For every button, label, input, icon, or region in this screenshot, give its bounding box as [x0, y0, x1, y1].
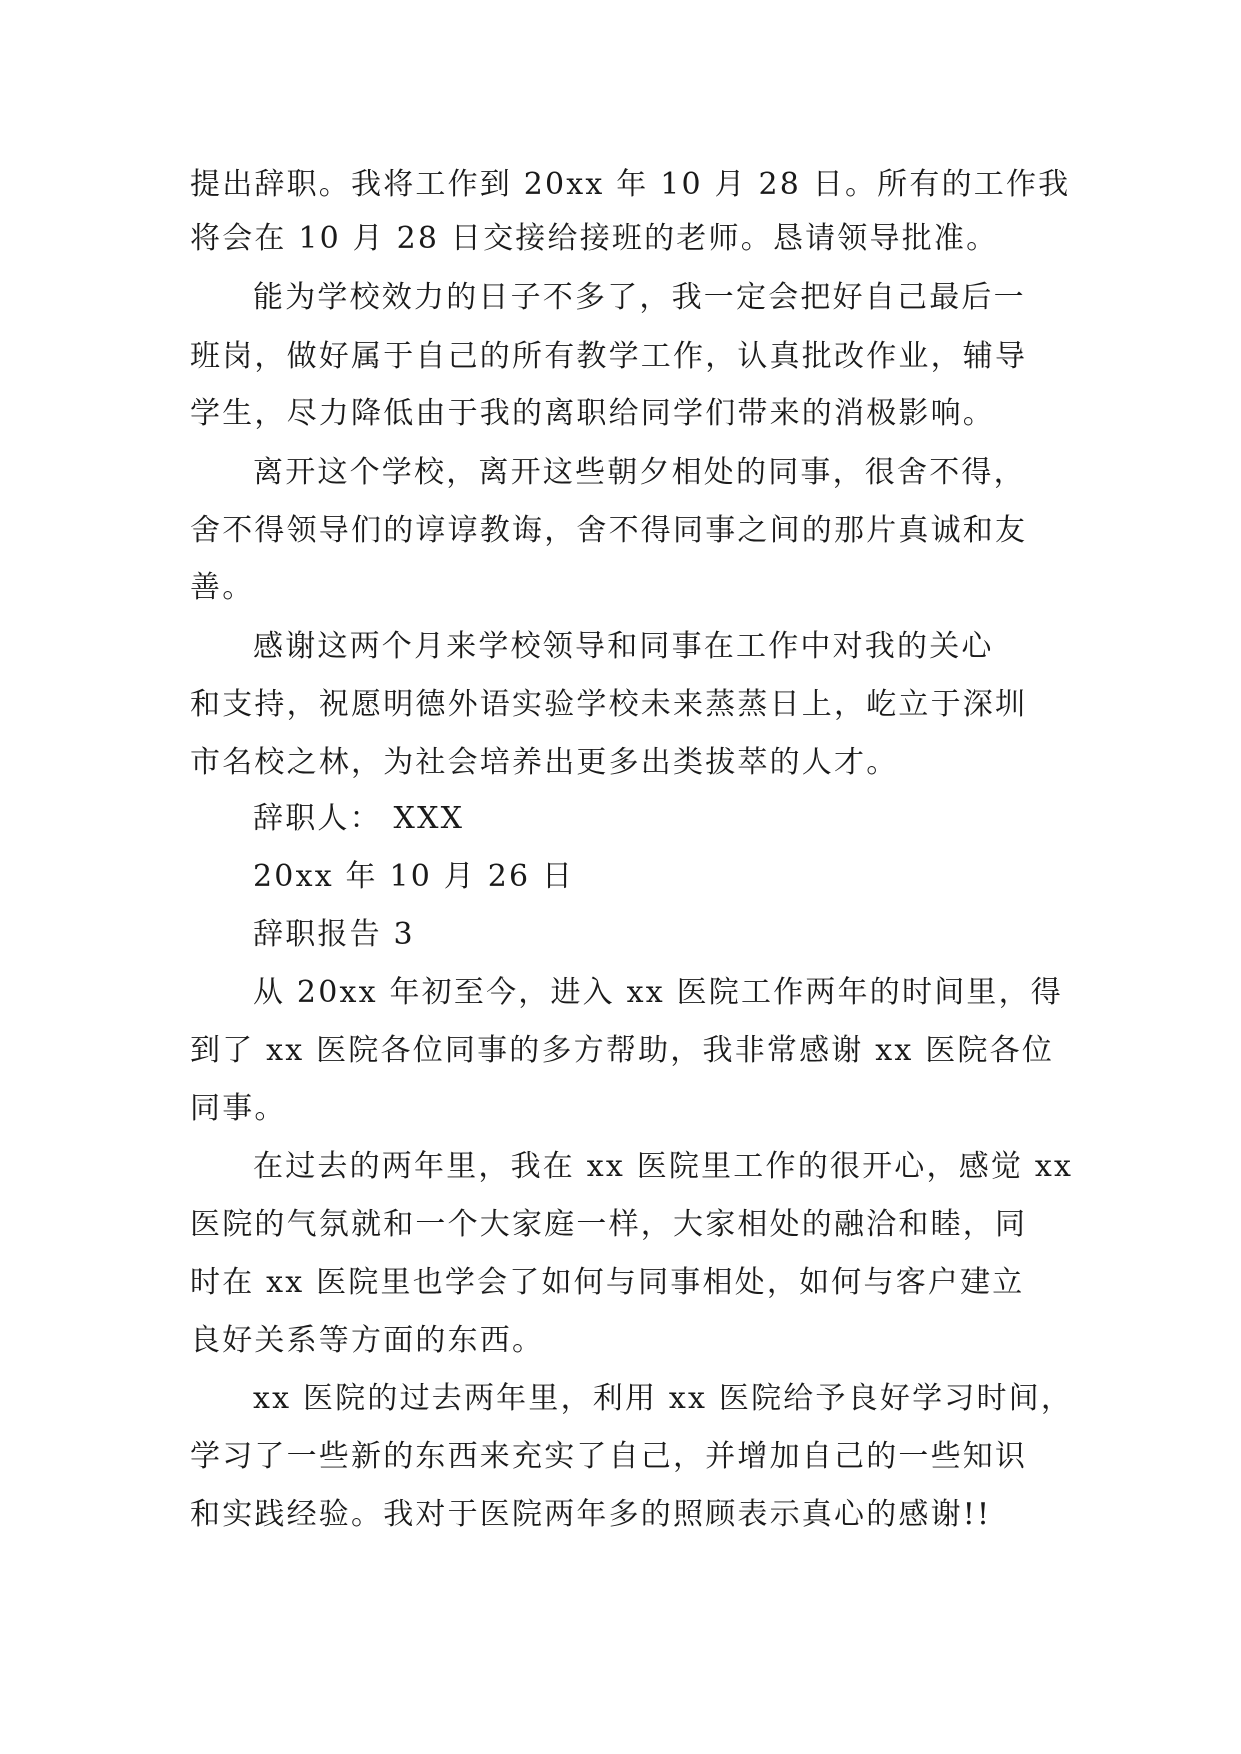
date-line: 20xx 年 10 月 26 日 [253, 859, 575, 894]
text-line: 班岗，做好属于自己的所有教学工作，认真批改作业，辅导 [190, 339, 1028, 374]
text-line: 良好关系等方面的东西。 [190, 1323, 545, 1358]
text-line: 舍不得领导们的谆谆教诲，舍不得同事之间的那片真诚和友 [190, 513, 1028, 548]
text-line: 善。 [190, 570, 255, 605]
text-line: 提出辞职。我将工作到 20xx 年 10 月 28 日。所有的工作我 [190, 167, 1071, 202]
text-line: 医院的气氛就和一个大家庭一样，大家相处的融洽和睦，同 [190, 1207, 1028, 1242]
paragraph-start-line: xx 医院的过去两年里，利用 xx 医院给予良好学习时间， [253, 1381, 1074, 1416]
text-line: 时在 xx 医院里也学会了如何与同事相处，如何与客户建立 [190, 1265, 1025, 1300]
paragraph-start-line: 离开这个学校，离开这些朝夕相处的同事，很舍不得， [253, 455, 1026, 490]
paragraph-start-line: 感谢这两个月来学校领导和同事在工作中对我的关心 [253, 629, 994, 664]
text-line: 学习了一些新的东西来充实了自己，并增加自己的一些知识 [190, 1439, 1028, 1474]
text-line: 同事。 [190, 1091, 287, 1126]
text-line: 和实践经验。我对于医院两年多的照顾表示真心的感谢!! [190, 1497, 992, 1532]
text-line: 学生，尽力降低由于我的离职给同学们带来的消极影响。 [190, 396, 995, 431]
text-line: 将会在 10 月 28 日交接给接班的老师。恳请领导批准。 [190, 221, 999, 256]
signature-line: 辞职人： XXX [253, 801, 465, 836]
text-line: 和支持，祝愿明德外语实验学校未来蒸蒸日上，屹立于深圳 [190, 687, 1028, 722]
paragraph-start-line: 在过去的两年里，我在 xx 医院里工作的很开心，感觉 xx [253, 1149, 1074, 1184]
text-line: 到了 xx 医院各位同事的多方帮助，我非常感谢 xx 医院各位 [190, 1033, 1055, 1068]
text-line: 市名校之林，为社会培养出更多出类拔萃的人才。 [190, 745, 899, 780]
section-heading: 辞职报告 3 [253, 917, 415, 952]
paragraph-start-line: 能为学校效力的日子不多了，我一定会把好自己最后一 [253, 280, 1026, 315]
paragraph-start-line: 从 20xx 年初至今，进入 xx 医院工作两年的时间里，得 [253, 975, 1063, 1010]
